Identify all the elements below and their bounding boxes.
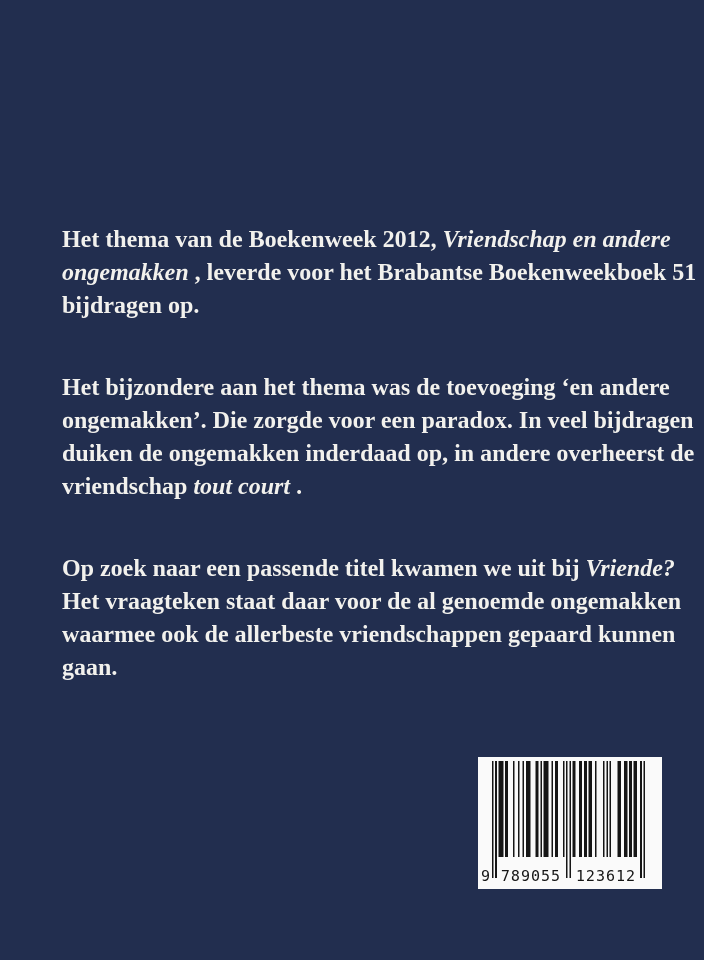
text-run: gaan. xyxy=(62,655,118,681)
text-run: Het thema van de Boekenweek 2012, xyxy=(62,227,443,253)
text-line xyxy=(62,553,696,586)
text-run: ongemakken’. Die zorgde voor een paradox. In veel bijdragen xyxy=(62,408,694,434)
text-run-italic: Vriendschap en andere xyxy=(442,227,671,253)
text-run: Het bijzondere aan het thema was de toevoeging ‘en andere xyxy=(62,375,670,401)
isbn-barcode xyxy=(478,757,662,889)
paragraph xyxy=(62,224,696,323)
text-run: waarmee ook de allerbeste vriendschappen gepaard kunnen xyxy=(62,622,676,648)
text-run-italic: Vriende? xyxy=(585,556,675,582)
barcode-digits xyxy=(478,866,662,886)
text-line xyxy=(62,224,696,257)
text-run-italic: ongemakken xyxy=(62,260,189,286)
barcode-bars xyxy=(492,761,645,878)
text-line xyxy=(62,471,696,504)
text-line xyxy=(62,290,696,323)
text-run: , leverde voor het Brabantse Boekenweekboek 51 xyxy=(188,260,697,286)
barcode-digit-first: 9 xyxy=(481,867,491,885)
blurb-text xyxy=(62,224,696,685)
text-line xyxy=(62,586,696,619)
text-run: vriendschap xyxy=(62,474,194,500)
paragraph xyxy=(62,553,696,685)
text-run: Op zoek naar een passende titel kwamen we uit bij xyxy=(62,556,586,582)
text-line xyxy=(62,405,696,438)
barcode-left-group: 789055 xyxy=(500,867,562,885)
text-line xyxy=(62,652,696,685)
text-run-italic: tout court xyxy=(193,474,291,500)
text-line xyxy=(62,372,696,405)
text-run: . xyxy=(290,474,303,500)
text-run: Het vraagteken staat daar voor de al genoemde ongemakken xyxy=(62,589,682,615)
barcode-right-group: 123612 xyxy=(575,867,637,885)
text-line xyxy=(62,619,696,652)
paragraph xyxy=(62,372,696,504)
text-line xyxy=(62,438,696,471)
text-run: bijdragen op. xyxy=(62,293,200,319)
text-line xyxy=(62,257,696,290)
text-run: duiken de ongemakken inderdaad op, in andere overheerst de xyxy=(62,441,695,467)
